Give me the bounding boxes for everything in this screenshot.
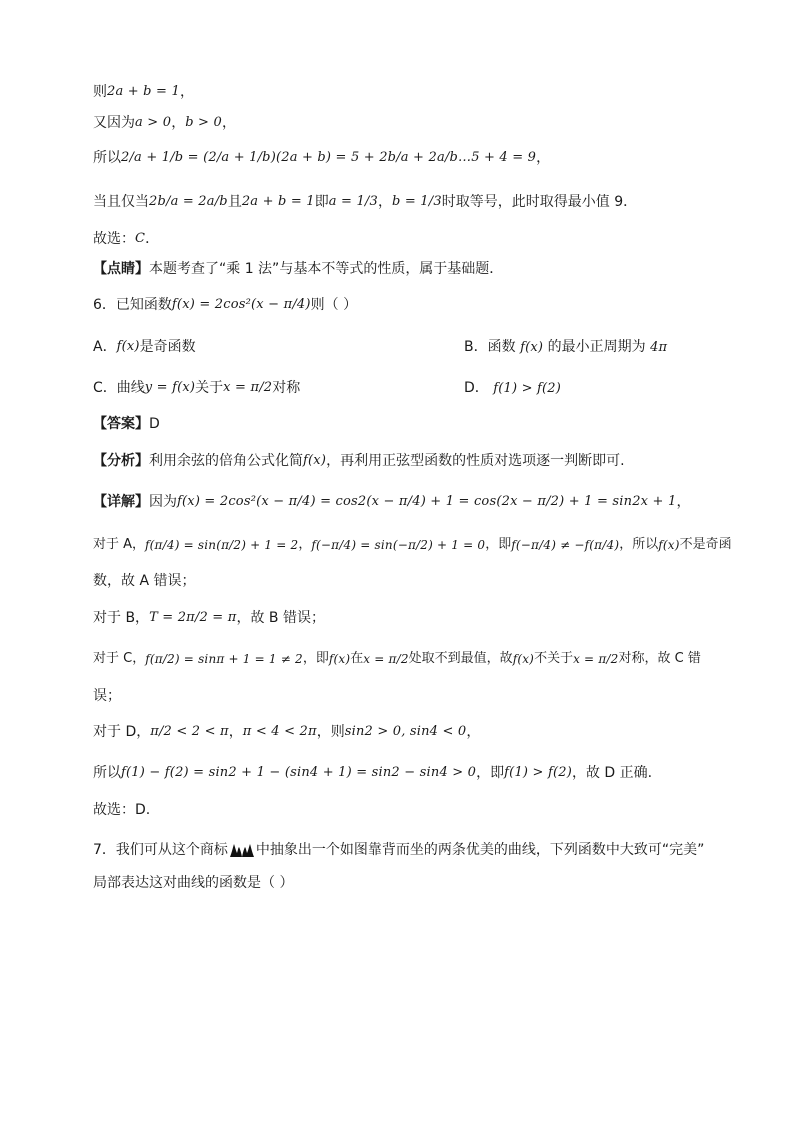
- section-tag: 【分析】: [93, 453, 149, 469]
- question-6-options-ab: A． f(x) 是奇函数 B．函数 f(x) 的最小正周期为 4π: [93, 337, 713, 357]
- text-line-2: 又因为 a > 0 ， b > 0 ，: [93, 115, 236, 131]
- math-expr: a > 0: [135, 115, 172, 130]
- detail-line-2: 对于 A， f(π/4) = sin(π/2) + 1 = 2 ， f(−π/4) = sin(−π/2) + 1 = 0 ，即 f(−π/4) ≠ −f(π/4) ，所以 f(x) 不是奇函: [93, 535, 732, 555]
- detail-line-3: 数，故 A 错误；: [93, 573, 196, 589]
- math-expr: x = π/2: [223, 380, 273, 395]
- math-expr: π/2 < 2 < π: [150, 724, 229, 739]
- math-expr: f(x): [520, 339, 544, 355]
- math-expr: f(x) = 2cos²(x − π/4): [171, 297, 311, 312]
- math-expr: a = 1/3: [328, 194, 378, 209]
- text-line-6: 【点睛】 本题考查了“乘 1 法”与基本不等式的性质，属于基础题．: [93, 261, 504, 277]
- section-tag: 【详解】: [93, 494, 149, 510]
- math-expr: 2a + b = 1: [241, 194, 315, 209]
- math-expr: x = π/2: [363, 652, 409, 666]
- detail-line-7: 对于 D， π/2 < 2 < π ， π < 4 < 2π ，则 sin2 > 0, sin4 < 0 ，: [93, 724, 481, 740]
- option-d: D． f(1) > f(2): [464, 379, 562, 396]
- answer-line: 【答案】 D: [93, 416, 160, 432]
- math-expr: f(−π/4) ≠ −f(π/4): [511, 538, 620, 552]
- option-b: B．函数 f(x) 的最小正周期为 4π: [464, 338, 668, 355]
- math-expr: x = π/2: [573, 652, 619, 666]
- text-line-1: 则 2a + b = 1 ，: [93, 84, 194, 100]
- math-expr: y = f(x): [144, 380, 196, 395]
- math-expr: f(x): [658, 538, 680, 552]
- text-line-5: 故选： C ．: [93, 231, 160, 247]
- detail-line-9: 故选：D.: [93, 802, 151, 818]
- math-expr: f(π/4) = sin(π/2) + 1 = 2: [145, 538, 299, 552]
- text-line-3: 所以 2/a + 1/b = (2/a + 1/b)(2a + b) = 5 + 2b/a + 2a/b…5 + 4 = 9 ，: [93, 150, 551, 166]
- detail-line-4: 对于 B， T = 2π/2 = π ，故 B 错误；: [93, 610, 325, 626]
- math-expr: 2a + b = 1: [107, 84, 180, 99]
- math-expr: f(x): [328, 652, 351, 666]
- detail-line-1: 【详解】 因为 f(x) = 2cos²(x − π/4) = cos2(x − π/4) + 1 = cos(2x − π/2) + 1 = sin2x + 1 ，: [93, 494, 691, 510]
- detail-line-8: 所以 f(1) − f(2) = sin2 + 1 − (sin4 + 1) = sin2 − sin4 > 0 ，即 f(1) > f(2) ，故 D 正确.: [93, 765, 653, 781]
- math-expr: sin2 > 0, sin4 < 0: [344, 724, 467, 739]
- math-expr: f(x): [116, 339, 140, 354]
- math-expr: 4π: [650, 339, 668, 355]
- question-7-stem-2: 局部表达这对曲线的函数是（ ）: [93, 875, 294, 891]
- kappa-logo-icon: [229, 842, 255, 858]
- detail-line-5: 对于 C， f(π/2) = sinπ + 1 = 1 ≠ 2 ，即 f(x) 在 x = π/2 处取不到最值，故 f(x) 不关于 x = π/2 对称，故 C 错: [93, 649, 701, 669]
- math-expr: f(1) > f(2): [504, 765, 572, 780]
- math-expr: f(1) − f(2) = sin2 + 1 − (sin4 + 1) = sin2 − sin4 > 0: [121, 765, 477, 780]
- math-expr: T = 2π/2 = π: [149, 610, 237, 625]
- math-expr: π < 4 < 2π: [242, 724, 317, 739]
- text-line-4: 当且仅当 2b/a = 2a/b 且 2a + b = 1 即 a = 1/3 ， b = 1/3 时取等号，此时取得最小值 9．: [93, 194, 638, 210]
- math-expr: f(π/2) = sinπ + 1 = 1 ≠ 2: [145, 652, 303, 666]
- section-tag: 【点睛】: [93, 261, 149, 277]
- math-expr: f(x): [303, 453, 327, 468]
- math-expr: b = 1/3: [391, 194, 442, 209]
- math-expr: C: [135, 231, 146, 246]
- math-expr: f(1) > f(2): [493, 380, 562, 396]
- question-7-stem-1: 7．我们可从这个商标 中抽象出一个如图靠背而坐的两条优美的曲线，下列函数中大致可“完美”: [93, 842, 705, 858]
- math-expr: b > 0: [185, 115, 222, 130]
- math-expr: 2b/a = 2a/b: [149, 194, 228, 209]
- section-tag: 【答案】: [93, 416, 149, 432]
- math-expr: f(x): [512, 652, 535, 666]
- math-expr: 2/a + 1/b = (2/a + 1/b)(2a + b) = 5 + 2b/a + 2a/b…5 + 4 = 9: [121, 150, 537, 165]
- analysis-line: 【分析】 利用余弦的倍角公式化简 f(x) ，再利用正弦型函数的性质对选项逐一判断即可.: [93, 453, 625, 469]
- question-6-options-cd: C．曲线 y = f(x) 关于 x = π/2 对称 D． f(1) > f(2): [93, 378, 713, 398]
- math-expr: f(x) = 2cos²(x − π/4) = cos2(x − π/4) + 1 = cos(2x − π/2) + 1 = sin2x + 1: [177, 494, 677, 509]
- detail-line-6: 误；: [93, 688, 121, 704]
- question-6-stem: 6．已知函数 f(x) = 2cos²(x − π/4) 则（ ）: [93, 297, 358, 313]
- math-expr: f(−π/4) = sin(−π/2) + 1 = 0: [311, 538, 486, 552]
